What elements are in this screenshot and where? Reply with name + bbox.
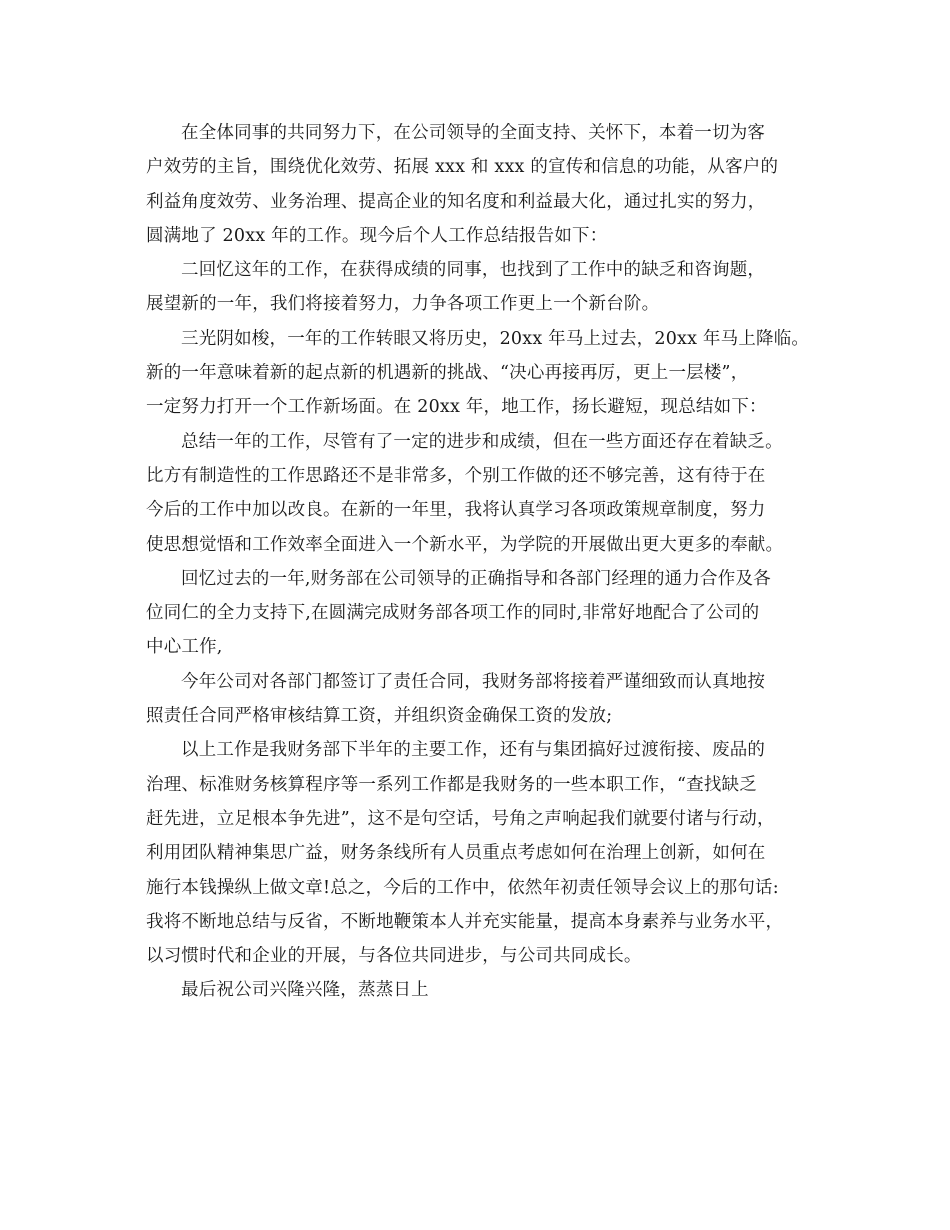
- paragraph-line: 三光阴如梭，一年的工作转眼又将历史，20xx 年马上过去，20xx 年马上降临。: [181, 328, 810, 349]
- paragraph-line: 利用团队精神集思广益，财务条线所有人员重点考虑如何在治理上创新，如何在: [146, 843, 766, 864]
- paragraph-line: 比方有制造性的工作思路还不是非常多，个别工作做的还不够完善，这有待于在: [146, 465, 766, 486]
- paragraph-line: 以上工作是我财务部下半年的主要工作，还有与集团搞好过渡衔接、废品的: [181, 740, 766, 761]
- paragraph-line: 一定努力打开一个工作新场面。在 20xx 年，地工作，扬长避短，现总结如下：: [146, 397, 767, 418]
- paragraph-line: 展望新的一年，我们将接着努力，力争各项工作更上一个新台阶。: [146, 294, 660, 315]
- paragraph-line: 赶先进，立足根本争先进”，这不是句空话，号角之声响起我们就要付诸与行动，: [146, 808, 775, 829]
- paragraph-line: 户效劳的主旨，围绕优化效劳、拓展 xxx 和 xxx 的宣传和信息的功能，从客户的: [146, 157, 779, 178]
- paragraph-line: 二回忆这年的工作，在获得成绩的同事，也找到了工作中的缺乏和咨询题，: [181, 260, 766, 281]
- paragraph-line: 中心工作,: [146, 637, 223, 658]
- paragraph-line: 施行本钱操纵上做文章!总之，今后的工作中，依然年初责任领导会议上的那句话:: [146, 877, 779, 898]
- paragraph-line: 位同仁的全力支持下,在圆满完成财务部各项工作的同时,非常好地配合了公司的: [146, 603, 760, 624]
- paragraph-line: 使思想觉悟和工作效率全面进入一个新水平，为学院的开展做出更大更多的奉献。: [146, 534, 784, 555]
- paragraph-line: 利益角度效劳、业务治理、提高企业的知名度和利益最大化，通过扎实的努力，: [146, 191, 766, 212]
- paragraph-line: 圆满地了 20xx 年的工作。现今后个人工作总结报告如下：: [146, 225, 608, 246]
- paragraph-line: 治理、标准财务核算程序等一系列工作都是我财务的一些本职工作，“查找缺乏: [146, 774, 757, 795]
- paragraph-line: 回忆过去的一年,财务部在公司领导的正确指导和各部门经理的通力合作及各: [181, 568, 771, 589]
- paragraph-line: 新的一年意味着新的起点新的机遇新的挑战、“决心再接再厉，更上一层楼”，: [146, 363, 749, 384]
- paragraph-line: 今后的工作中加以改良。在新的一年里，我将认真学习各项政策规章制度，努力: [146, 500, 766, 521]
- paragraph-line: 总结一年的工作，尽管有了一定的进步和成绩，但在一些方面还存在着缺乏。: [181, 431, 783, 452]
- paragraph-line: 今年公司对各部门都签订了责任合同，我财务部将接着严谨细致而认真地按: [181, 671, 766, 692]
- paragraph-line: 在全体同事的共同努力下，在公司领导的全面支持、关怀下，本着一切为客: [181, 123, 766, 143]
- document-body: [146, 116, 814, 1008]
- paragraph-line: 我将不断地总结与反省，不断地鞭策本人并充实能量，提高本身素养与业务水平，: [146, 911, 784, 932]
- paragraph-line: 最后祝公司兴隆兴隆，蒸蒸日上: [181, 980, 429, 1001]
- paragraph-line: 以习惯时代和企业的开展，与各位共同进步，与公司共同成长。: [146, 946, 642, 967]
- paragraph-line: 照责任合同严格审核结算工资，并组织资金确保工资的发放;: [146, 706, 613, 727]
